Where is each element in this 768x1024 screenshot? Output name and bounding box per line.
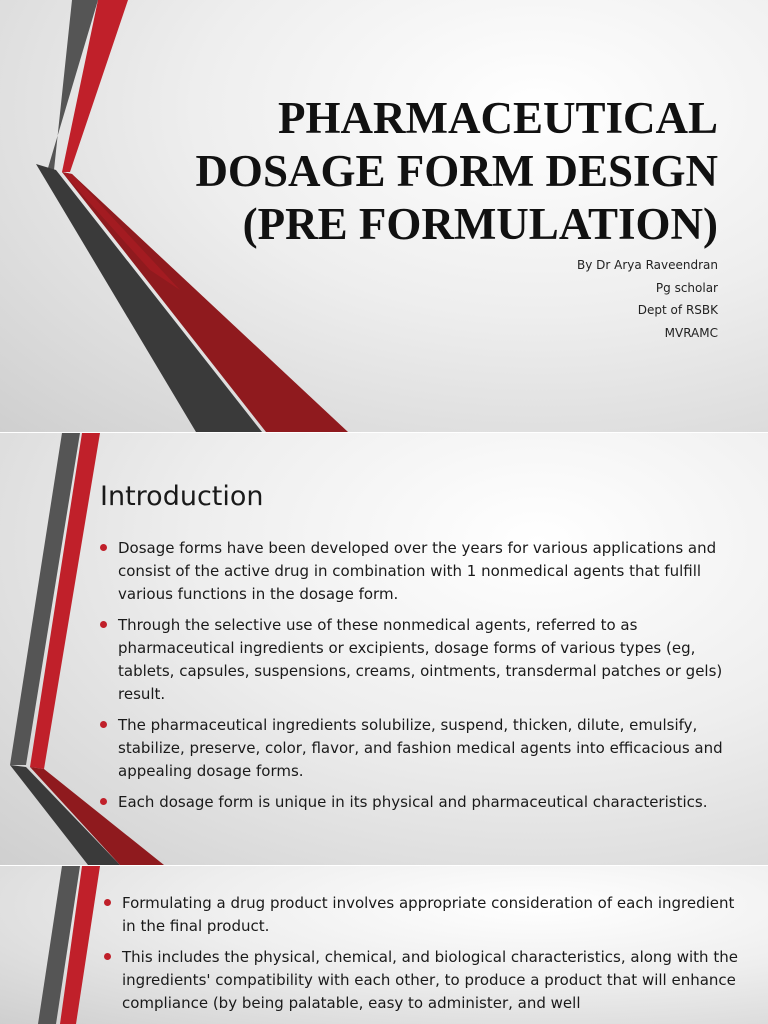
presentation-title: [78, 92, 718, 251]
bullet-list: [100, 537, 730, 822]
list-item-text: The pharmaceutical ingredients solubilize, suspend, thicken, dilute, emulsify, stabilize, preserve, color, flavor, and fashion medical agents into efficacious and appealing dosage forms.: [118, 716, 723, 780]
list-item-text: Dosage forms have been developed over the years for various applications and consist of the active drug in combination with 1 nonmedical agents that fulfill various functions in the dosage form.: [118, 539, 717, 603]
bullet-icon: [100, 721, 107, 728]
bullet-icon: [100, 798, 107, 805]
list-item: [100, 614, 730, 706]
list-item: [104, 892, 744, 938]
bullet-icon: [104, 899, 111, 906]
title-line-2: DOSAGE FORM DESIGN: [195, 146, 718, 196]
title-line-3: (PRE FORMULATION): [242, 199, 718, 249]
title-slide: [0, 0, 768, 432]
list-item-text: Through the selective use of these nonmedical agents, referred to as pharmaceutical ingredients or excipients, dosage forms of various types (eg, tablets, capsules, suspensions, creams, ointments, transdermal patches or gels) result.: [118, 616, 723, 703]
list-item: [100, 537, 730, 606]
list-item-text: Formulating a drug product involves appropriate consideration of each ingredient in the final product.: [122, 894, 735, 935]
bullet-list: [104, 892, 744, 1023]
formulation-slide: [0, 866, 768, 1024]
bullet-icon: [100, 544, 107, 551]
author-byline: [418, 254, 718, 344]
introduction-slide: [0, 433, 768, 865]
list-item-text: Each dosage form is unique in its physical and pharmaceutical characteristics.: [118, 793, 708, 811]
title-line-1: PHARMACEUTICAL: [277, 93, 718, 143]
list-item: [104, 946, 744, 1015]
author-name: By Dr Arya Raveendran: [577, 258, 718, 272]
bullet-icon: [104, 953, 111, 960]
slide-heading: Introduction: [100, 481, 264, 512]
author-department: Dept of RSBK: [637, 303, 718, 317]
list-item-text: This includes the physical, chemical, and biological characteristics, along with the ingredients' compatibility with each other, to produce a product that will enhance compliance (by being palatable, easy to administer, and well: [122, 948, 738, 1012]
bullet-icon: [100, 621, 107, 628]
author-institution: MVRAMC: [664, 325, 718, 340]
author-role: Pg scholar: [655, 280, 718, 295]
list-item: [100, 791, 730, 814]
list-item: [100, 714, 730, 783]
